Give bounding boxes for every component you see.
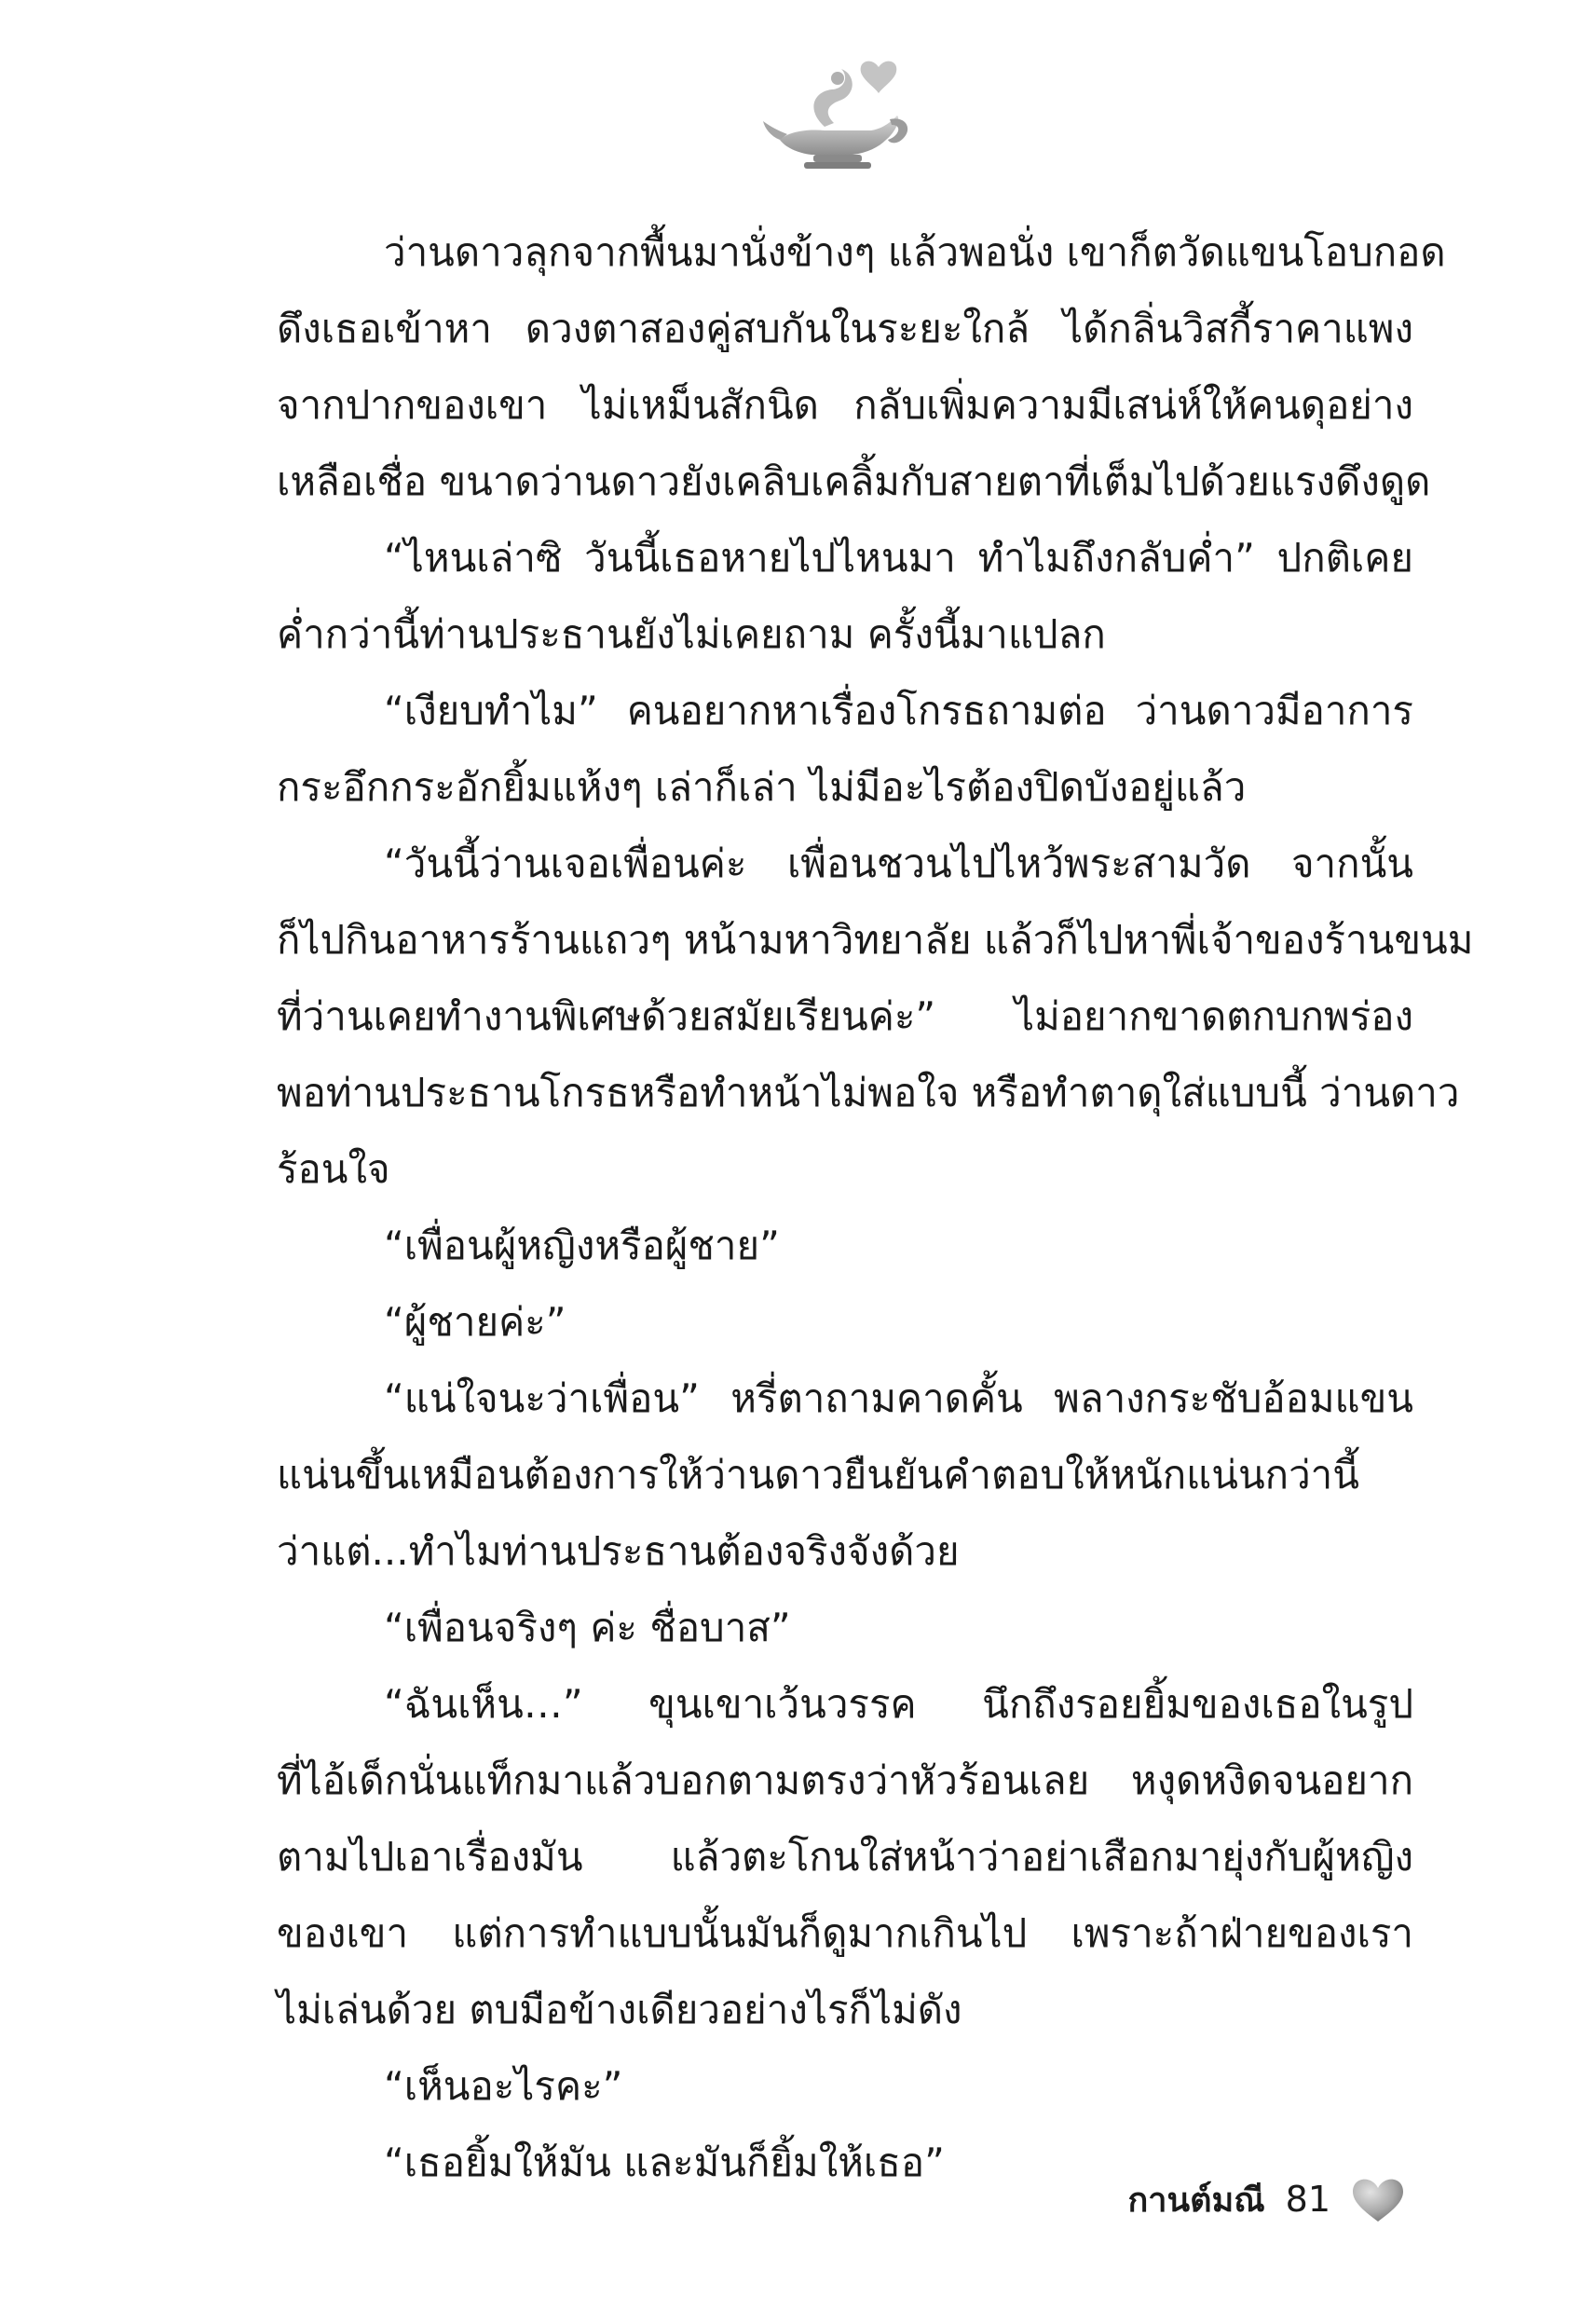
- text-line: ว่าแต่...ทำไมท่านประธานต้องจริงจังด้วย: [277, 1528, 960, 1574]
- text-line: ที่ว่านเคยทำงานพิเศษด้วยสมัยเรียนค่ะ” ไม่อยากขาดตกบกพร่อง: [277, 993, 1413, 1039]
- text-line: พอท่านประธานโกรธหรือทำหน้าไม่พอใจ หรือทำตาดุใส่แบบนี้ ว่านดาว: [277, 1070, 1460, 1115]
- text-line: “เงียบทำไม” คนอยากหาเรื่องโกรธถามต่อ ว่านดาวมีอาการ: [384, 688, 1413, 733]
- text-line: “เธอยิ้มให้มัน และมันก็ยิ้มให้เธอ”: [384, 2140, 945, 2185]
- heart-icon: [1351, 2175, 1405, 2223]
- text-line: ว่านดาวลุกจากพื้นมานั่งข้างๆ แล้วพอนั่ง เขาก็ตวัดแขนโอบกอด: [384, 229, 1446, 275]
- page-footer: [1128, 2171, 1406, 2227]
- text-line: จากปากของเขา ไม่เหม็นสักนิด กลับเพิ่มความมีเสน่ห์ให้คนดุอย่าง: [277, 382, 1413, 428]
- text-line: “เห็นอะไรคะ”: [384, 2063, 623, 2109]
- text-line: แน่นขึ้นเหมือนต้องการให้ว่านดาวยืนยันคำตอบให้หนักแน่นกว่านี้: [277, 1452, 1359, 1497]
- text-line: ดึงเธอเข้าหา ดวงตาสองคู่สบกันในระยะใกล้ ได้กลิ่นวิสกี้ราคาแพง: [277, 306, 1413, 351]
- magic-lamp-icon: [759, 54, 918, 175]
- text-line: “เพื่อนจริงๆ ค่ะ ชื่อบาส”: [384, 1605, 791, 1650]
- text-line: ไม่เล่นด้วย ตบมือข้างเดียวอย่างไรก็ไม่ดัง: [277, 1987, 962, 2032]
- text-line: “ผู้ชายค่ะ”: [384, 1299, 566, 1345]
- page-number: 81: [1285, 2179, 1330, 2220]
- text-line: “แน่ใจนะว่าเพื่อน” หรี่ตาถามคาดคั้น พลางกระชับอ้อมแขน: [384, 1375, 1413, 1421]
- text-line: “เพื่อนผู้หญิงหรือผู้ชาย”: [384, 1223, 780, 1268]
- text-line: ค่ำกว่านี้ท่านประธานยังไม่เคยถาม ครั้งนี้มาแปลก: [277, 611, 1106, 657]
- book-title: กานต์มณี: [1127, 2181, 1265, 2220]
- text-line: “ฉันเห็น…” ขุนเขาเว้นวรรค นึกถึงรอยยิ้มของเธอในรูป: [384, 1681, 1413, 1727]
- text-line: ของเขา แต่การทำแบบนั้นมันก็ดูมากเกินไป เพราะถ้าฝ่ายของเรา: [277, 1910, 1413, 1956]
- text-line: “ไหนเล่าซิ วันนี้เธอหายไปไหนมา ทำไมถึงกลับค่ำ” ปกติเคย: [384, 535, 1413, 581]
- text-line: ที่ไอ้เด็กนั่นแท็กมาแล้วบอกตามตรงว่าหัวร้อนเลย หงุดหงิดจนอยาก: [277, 1757, 1413, 1803]
- text-line: เหลือเชื่อ ขนาดว่านดาวยังเคลิบเคลิ้มกับสายตาที่เต็มไปด้วยแรงดึงดูด: [277, 458, 1431, 504]
- body-text: [277, 214, 1474, 2201]
- text-line: ตามไปเอาเรื่องมัน แล้วตะโกนใส่หน้าว่าอย่าเสือกมายุ่งกับผู้หญิง: [277, 1834, 1413, 1880]
- text-line: ก็ไปกินอาหารร้านแถวๆ หน้ามหาวิทยาลัย แล้วก็ไปหาพี่เจ้าของร้านขนม: [277, 917, 1474, 963]
- text-line: กระอึกกระอักยิ้มแห้งๆ เล่าก็เล่า ไม่มีอะไรต้องปิดบังอยู่แล้ว: [277, 764, 1247, 810]
- text-line: ร้อนใจ: [277, 1146, 390, 1192]
- text-line: “วันนี้ว่านเจอเพื่อนค่ะ เพื่อนชวนไปไหว้พระสามวัด จากนั้น: [384, 841, 1413, 886]
